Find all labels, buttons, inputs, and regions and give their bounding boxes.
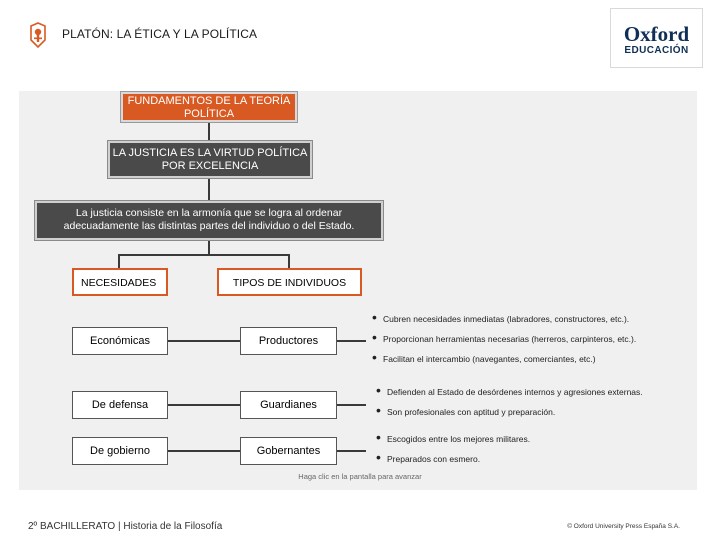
- oxford-logo: [610, 8, 703, 68]
- need-defensa: De defensa: [72, 391, 168, 419]
- list-item: • Son profesionales con aptitud y preparación.: [376, 402, 556, 418]
- logo-wordmark: Oxford: [623, 22, 690, 46]
- connector-row1-type-bullets: [336, 340, 366, 342]
- list-item: • Facilitan el intercambio (navegantes, comerciantes, etc.): [372, 349, 596, 365]
- connector-row1-need-type: [167, 340, 241, 342]
- fundamentos-box: FUNDAMENTOS DE LA TEORÍA POLÍTICA: [121, 92, 297, 122]
- productores-bullets: [372, 309, 637, 372]
- connector-row2-need-type: [167, 404, 241, 406]
- definicion-justicia-box: La justicia consiste en la armonía que se logra al ordenar adecuadamente las distintas partes del individuo o del Estado.: [35, 201, 383, 240]
- guardianes-bullets: [376, 382, 643, 425]
- connector-branch-horizontal: [118, 254, 290, 256]
- page-title: PLATÓN: LA ÉTICA Y LA POLÍTICA: [62, 27, 258, 41]
- footer-copyright: © Oxford University Press España S.A.: [567, 523, 680, 530]
- connector-second-to-definition: [208, 178, 210, 201]
- advance-hint: Haga clic en la pantalla para avanzar: [298, 472, 422, 481]
- type-guardianes: Guardianes: [240, 391, 337, 419]
- gobernantes-bullets: [376, 429, 531, 472]
- connector-row2-type-bullets: [336, 404, 366, 406]
- list-item: • Cubren necesidades inmediatas (labradores, constructores, etc.).: [372, 309, 630, 325]
- list-item: • Proporcionan herramientas necesarias (herreros, carpinteros, etc.).: [372, 329, 637, 345]
- header: [0, 0, 720, 70]
- logo-subtitle: EDUCACIÓN: [624, 45, 689, 56]
- connector-row3-type-bullets: [336, 450, 366, 452]
- list-item: • Escogidos entre los mejores militares.: [376, 429, 531, 445]
- type-gobernantes: Gobernantes: [240, 437, 337, 465]
- connector-top-to-second: [208, 121, 210, 141]
- connector-row3-need-type: [167, 450, 241, 452]
- type-productores: Productores: [240, 327, 337, 355]
- types-header: TIPOS DE INDIVIDUOS: [217, 268, 362, 296]
- lighthouse-emblem-icon: [28, 22, 48, 48]
- footer-course: 2º BACHILLERATO | Historia de la Filosofía: [28, 521, 223, 532]
- connector-definition-down: [208, 240, 210, 255]
- connector-branch-right: [288, 254, 290, 268]
- connector-branch-left: [118, 254, 120, 268]
- list-item: • Preparados con esmero.: [376, 449, 481, 465]
- list-item: • Defienden al Estado de desórdenes internos y agresiones externas.: [376, 382, 643, 398]
- need-economicas: Económicas: [72, 327, 168, 355]
- needs-header: NECESIDADES: [72, 268, 168, 296]
- justicia-virtud-box: LA JUSTICIA ES LA VIRTUD POLÍTICA POR EXCELENCIA: [108, 141, 312, 178]
- need-gobierno: De gobierno: [72, 437, 168, 465]
